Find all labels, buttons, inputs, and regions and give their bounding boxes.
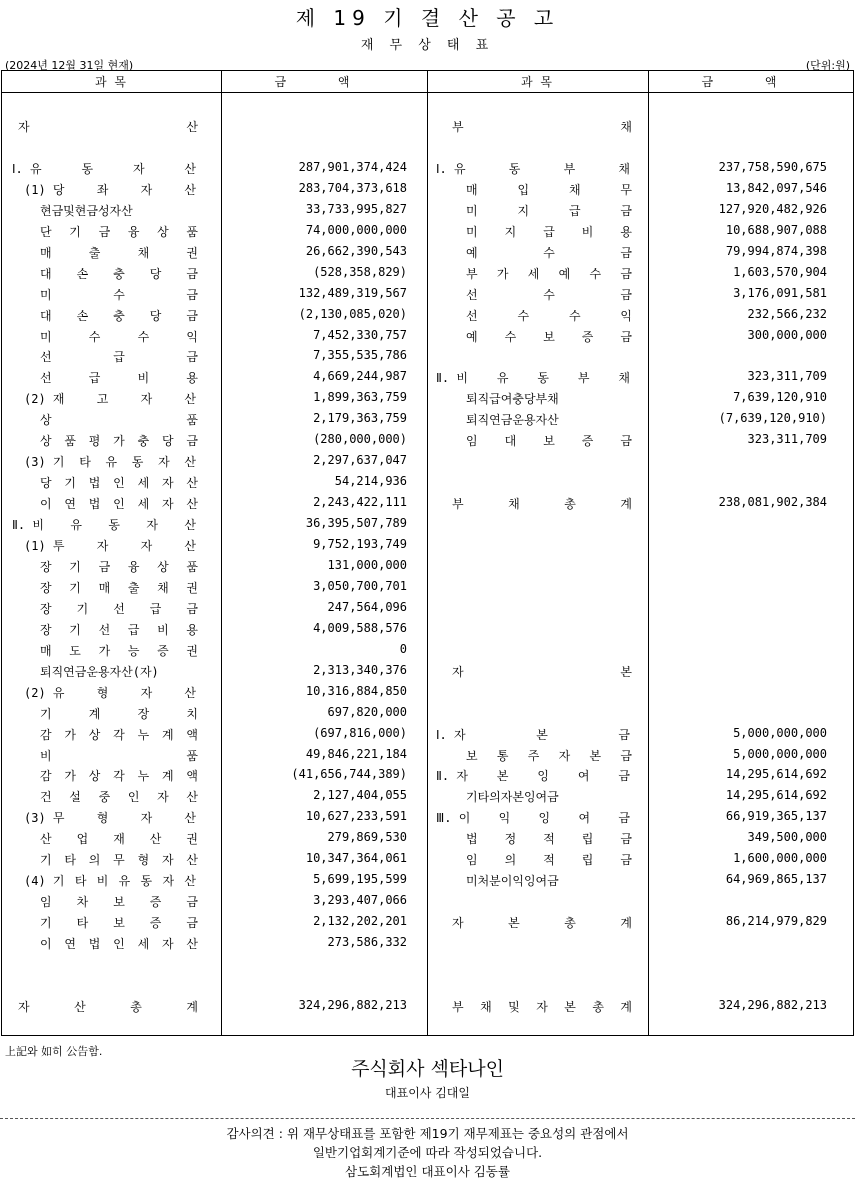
amount-left: 2,179,363,759 [313, 411, 407, 426]
amount-right: 86,214,979,829 [725, 914, 827, 929]
table-row [2, 745, 855, 765]
amount-right: 1,603,570,904 [733, 264, 827, 279]
amount-right: 3,176,091,581 [733, 285, 827, 300]
amount-right: 127,920,482,926 [718, 201, 827, 216]
amount-left: 54,214,936 [334, 474, 407, 489]
item-right: Ⅱ. 자 본 잉 여 금 [436, 769, 630, 784]
report-date: (2024년 12월 31일 현재) [5, 59, 134, 72]
amount-right: 5,000,000,000 [733, 725, 827, 740]
item-left: 비 품 [40, 748, 198, 763]
amount-right: 300,000,000 [747, 327, 827, 342]
table-row [2, 661, 855, 681]
table-row [2, 975, 855, 995]
item-right: 미처분이익잉여금 [466, 874, 559, 889]
item-left: (4) 기 타 비 유 동 자 산 [24, 874, 196, 889]
item-left: 이 연 법 인 세 자 산 [40, 497, 198, 512]
table-row [2, 912, 855, 932]
table-row [2, 409, 855, 429]
amount-left: 279,869,530 [327, 830, 407, 845]
amount-left: 4,669,244,987 [313, 369, 407, 384]
amount-left: 247,564,096 [327, 599, 407, 614]
table-row [2, 577, 855, 597]
ceo-name: 대표이사 김대일 [385, 1086, 470, 1100]
amount-left: 2,132,202,201 [313, 914, 407, 929]
amount-right: 66,919,365,137 [725, 809, 827, 824]
table-row [2, 179, 855, 199]
table-row [2, 451, 855, 471]
item-left: (1) 투 자 자 산 [24, 539, 196, 553]
table-row [2, 242, 855, 262]
amount-left: (280,000,000) [313, 432, 407, 447]
header-item-left: 과 목 [95, 75, 128, 89]
amount-left: 132,489,319,567 [298, 285, 407, 300]
amount-left: (697,816,000) [313, 725, 407, 740]
item-right: 임 의 적 립 금 [466, 853, 632, 868]
item-left: 대 손 충 당 금 [40, 308, 198, 323]
table-row [2, 724, 855, 744]
audit-opinion-line2: 일반기업회계기준에 따라 작성되었습니다. [312, 1145, 543, 1160]
amount-right: 13,842,097,546 [725, 180, 827, 195]
amount-right: 232,566,232 [747, 306, 827, 321]
amount-left: 287,901,374,424 [298, 159, 407, 174]
item-right: Ⅰ. 자 본 금 [436, 727, 630, 742]
amount-left: 7,452,330,757 [313, 327, 407, 342]
amount-left: 2,127,404,055 [313, 788, 407, 803]
amount-left: 1,899,363,759 [313, 390, 407, 405]
item-left: 미 수 수 익 [40, 329, 198, 344]
table-row [2, 619, 855, 639]
amount-left: (528,358,829) [313, 264, 407, 279]
item-right: 임 대 보 증 금 [466, 434, 632, 449]
table-row [2, 158, 855, 178]
company-name: 주식회사 섹타나인 [351, 1058, 504, 1080]
item-left: 장 기 선 급 비 용 [40, 622, 198, 637]
header-amount-right: 금 액 [701, 75, 801, 89]
amount-right: 323,311,709 [747, 432, 827, 447]
table-row [2, 326, 855, 346]
amount-left: 2,297,637,047 [313, 453, 407, 468]
amount-left: 273,586,332 [327, 935, 407, 950]
amount-left: 74,000,000,000 [305, 222, 407, 237]
item-left: 산 업 재 산 권 [40, 832, 198, 847]
amount-left: (2,130,085,020) [298, 306, 407, 321]
amount-left: 2,243,422,111 [313, 495, 407, 510]
table-row [2, 430, 855, 450]
item-left: 현금및현금성자산 [40, 203, 133, 218]
item-right: 퇴직연금운용자산 [466, 413, 559, 428]
amount-left: 10,347,364,061 [305, 851, 407, 866]
amount-left: 5,699,195,599 [313, 872, 407, 887]
amount-left: 49,846,221,184 [305, 746, 407, 761]
amount-right: 14,295,614,692 [725, 767, 827, 782]
amount-left: 697,820,000 [327, 704, 407, 719]
table-row [2, 388, 855, 408]
item-right: 매 입 채 무 [466, 182, 632, 197]
item-right: 기타의자본잉여금 [466, 790, 559, 805]
item-right: 부 채 및 자 본 총 계 [452, 1000, 632, 1014]
item-left: 선 급 비 용 [40, 371, 198, 386]
table-row [2, 954, 855, 974]
item-right: 부 채 [452, 120, 632, 134]
table-row [2, 828, 855, 848]
table-row [2, 870, 855, 890]
table-row [2, 807, 855, 827]
amount-right: 1,600,000,000 [733, 851, 827, 866]
item-left: (3) 기 타 유 동 자 산 [24, 455, 196, 470]
amount-left: 10,316,884,850 [305, 683, 407, 698]
table-row [2, 703, 855, 723]
amount-left: 3,293,407,066 [313, 893, 407, 908]
amount-right: 10,688,907,088 [725, 222, 827, 237]
amount-right: 324,296,882,213 [718, 998, 827, 1012]
table-row [2, 682, 855, 702]
divider [0, 1118, 855, 1119]
item-right: 선 수 금 [466, 287, 632, 302]
item-left: 기 계 장 치 [40, 706, 198, 721]
table-row [2, 472, 855, 492]
item-left: 기 타 의 무 형 자 산 [40, 853, 198, 868]
header-amount-left: 금 액 [274, 75, 374, 89]
item-right: 보 통 주 자 본 금 [466, 748, 632, 763]
table-row [2, 933, 855, 953]
item-left: 매 도 가 능 증 권 [40, 643, 198, 658]
item-left: 건 설 중 인 자 산 [40, 790, 198, 805]
item-left: 장 기 매 출 채 권 [40, 580, 198, 595]
table-row [2, 640, 855, 660]
amount-right: 64,969,865,137 [725, 872, 827, 887]
item-left: 단 기 금 융 상 품 [40, 224, 198, 239]
table-row [2, 514, 855, 534]
currency-unit: (단위:원) [805, 59, 850, 72]
table-row [2, 367, 855, 387]
item-left: 장 기 금 융 상 품 [40, 559, 198, 574]
item-right: 법 정 적 립 금 [466, 832, 632, 847]
amount-left: 324,296,882,213 [298, 998, 407, 1012]
item-left: 자 산 총 계 [18, 1000, 198, 1014]
table-row [2, 284, 855, 304]
item-left: 퇴직연금운용자산(자) [40, 664, 159, 679]
item-left: Ⅱ. 비 유 동 자 산 [12, 518, 196, 533]
item-left: 감 가 상 각 누 계 액 [40, 727, 198, 742]
amount-right: 323,311,709 [747, 369, 827, 384]
table-row [2, 493, 855, 513]
amount-left: 33,733,995,827 [305, 201, 407, 216]
table-row [2, 263, 855, 283]
table-row [2, 535, 855, 555]
amount-left: 7,355,535,786 [313, 348, 407, 363]
item-right: 선 수 수 익 [466, 308, 632, 323]
page-title: 제 19 기 결 산 공 고 [295, 6, 560, 30]
item-left: 상 품 평 가 충 당 금 [40, 434, 198, 449]
amount-left: 0 [399, 641, 407, 656]
item-left: 자 산 [18, 120, 198, 134]
amount-right: 237,758,590,675 [718, 159, 827, 174]
amount-left: 26,662,390,543 [305, 243, 407, 258]
table-row [2, 346, 855, 366]
amount-right: 238,081,902,384 [718, 495, 827, 510]
item-left: 상 품 [40, 413, 198, 428]
header-item-right: 과 목 [521, 75, 554, 89]
item-right: Ⅱ. 비 유 동 부 채 [436, 371, 630, 386]
item-right: 부 가 세 예 수 금 [466, 266, 632, 281]
amount-right: 5,000,000,000 [733, 746, 827, 761]
item-left: 기 타 보 증 금 [40, 916, 198, 931]
notice-text: 上記와 如히 公告함. [5, 1045, 103, 1058]
table-row [2, 765, 855, 785]
item-left: 이 연 법 인 세 자 산 [40, 937, 198, 952]
table-row [2, 598, 855, 618]
item-right: 예 수 보 증 금 [466, 329, 632, 344]
table-row [2, 556, 855, 576]
item-left: (1) 당 좌 자 산 [24, 182, 196, 197]
item-right: 자 본 총 계 [452, 916, 632, 931]
table-row [2, 221, 855, 241]
amount-left: 283,704,373,618 [298, 180, 407, 195]
item-left: Ⅰ. 유 동 자 산 [12, 161, 196, 176]
table-row [2, 996, 855, 1016]
amount-left: 9,752,193,749 [313, 537, 407, 551]
item-left: 당 기 법 인 세 자 산 [40, 476, 198, 491]
item-right: 미 지 급 비 용 [466, 224, 632, 239]
item-right: 자 본 [452, 664, 632, 679]
item-right: Ⅰ. 유 동 부 채 [436, 161, 630, 176]
amount-left: 36,395,507,789 [305, 516, 407, 531]
amount-right: 14,295,614,692 [725, 788, 827, 803]
amount-right: 349,500,000 [747, 830, 827, 845]
table-row [2, 116, 855, 136]
audit-opinion-line1: 감사의견 : 위 재무상태표를 포함한 제19기 재무제표는 중요성의 관점에서 [226, 1126, 629, 1141]
amount-right: (7,639,120,910) [718, 411, 827, 426]
table-row [2, 786, 855, 806]
item-right: Ⅲ. 이 익 잉 여 금 [436, 811, 630, 826]
amount-left: 131,000,000 [327, 557, 407, 572]
item-left: 감 가 상 각 누 계 액 [40, 769, 198, 784]
item-left: 대 손 충 당 금 [40, 266, 198, 281]
item-left: 장 기 선 급 금 [40, 601, 198, 616]
item-left: (3) 무 형 자 산 [24, 811, 196, 826]
auditor-name: 삼도회계법인 대표이사 김동률 [345, 1164, 510, 1179]
item-right: 부 채 총 계 [452, 497, 632, 512]
item-left: 미 수 금 [40, 287, 198, 302]
item-right: 미 지 급 금 [466, 203, 632, 218]
amount-left: (41,656,744,389) [291, 767, 407, 782]
amount-left: 3,050,700,701 [313, 578, 407, 593]
item-left: (2) 유 형 자 산 [24, 685, 196, 700]
amount-left: 2,313,340,376 [313, 662, 407, 677]
item-right: 예 수 금 [466, 245, 632, 260]
table-row [2, 200, 855, 220]
table-row [2, 849, 855, 869]
page-subtitle: 재 무 상 태 표 [360, 38, 495, 53]
amount-left: 4,009,588,576 [313, 620, 407, 635]
table-row [2, 305, 855, 325]
item-left: 임 차 보 증 금 [40, 895, 198, 910]
table-row [2, 891, 855, 911]
amount-left: 10,627,233,591 [305, 809, 407, 824]
item-left: 매 출 채 권 [40, 245, 198, 260]
item-right: 퇴직급여충당부채 [466, 392, 559, 407]
amount-right: 7,639,120,910 [733, 390, 827, 405]
table-row [2, 137, 855, 157]
item-left: (2) 재 고 자 산 [24, 392, 196, 407]
item-left: 선 급 금 [40, 350, 198, 365]
balance-sheet-table [1, 70, 854, 1036]
amount-right: 79,994,874,398 [725, 243, 827, 258]
